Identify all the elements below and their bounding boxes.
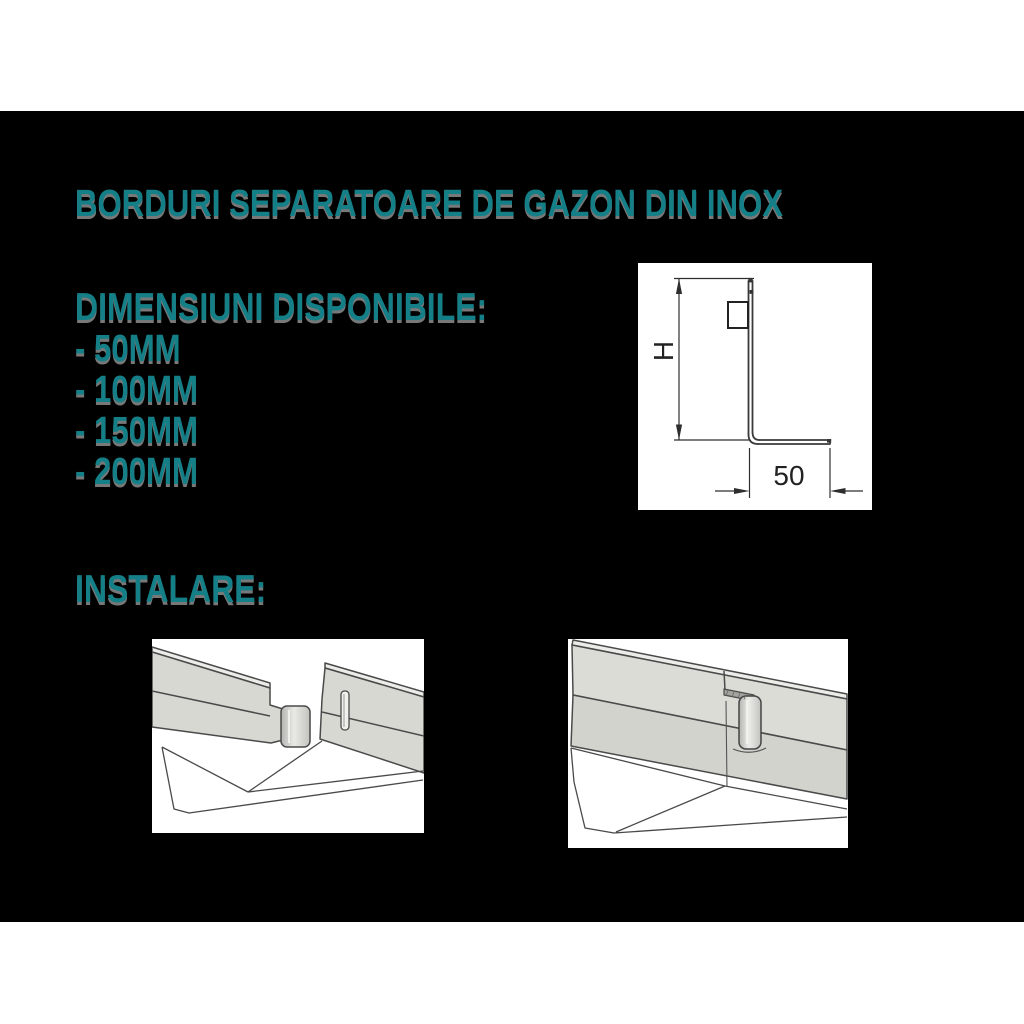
installation-heading: INSTALARE: <box>75 568 267 611</box>
profile-vertical-web <box>749 280 753 435</box>
dimension-list-item: - 100MM <box>75 369 198 411</box>
dim-base-label: 50 <box>773 460 805 491</box>
profile-bottom-bend <box>749 432 760 444</box>
dim-height-label: H <box>648 340 679 362</box>
dimensions-heading: DIMENSIUNI DISPONIBILE: <box>75 286 488 329</box>
profile-foot <box>758 440 830 444</box>
joint-clip-engaged <box>739 696 761 749</box>
arrow-down-icon <box>676 425 682 441</box>
arrow-up-icon <box>676 279 682 295</box>
dimension-list-item: - 50MM <box>75 328 181 370</box>
profile-clip <box>728 302 748 328</box>
profile-drawing <box>638 263 872 510</box>
right-strip-front-face <box>320 668 424 773</box>
dimension-list-item: - 150MM <box>75 410 198 452</box>
arrow-right-icon <box>734 488 750 494</box>
installation-step1-drawing <box>152 639 424 833</box>
joint-clip <box>281 706 310 747</box>
installation-step2-diagram <box>568 639 848 848</box>
joint-step-edge <box>724 671 725 690</box>
profile-dimension-diagram <box>638 263 872 510</box>
strip-slot <box>341 691 349 730</box>
installation-step1-diagram <box>152 639 424 833</box>
arrow-left-icon <box>830 488 846 494</box>
page-title: BORDURI SEPARATOARE DE GAZON DIN INOX <box>75 183 784 225</box>
top-letterbox-strip <box>0 0 1024 111</box>
bottom-letterbox-strip <box>0 922 1024 1024</box>
left-strip-front-face <box>152 652 283 743</box>
installation-step2-drawing <box>568 639 848 848</box>
dimension-list-item: - 200MM <box>75 451 198 493</box>
